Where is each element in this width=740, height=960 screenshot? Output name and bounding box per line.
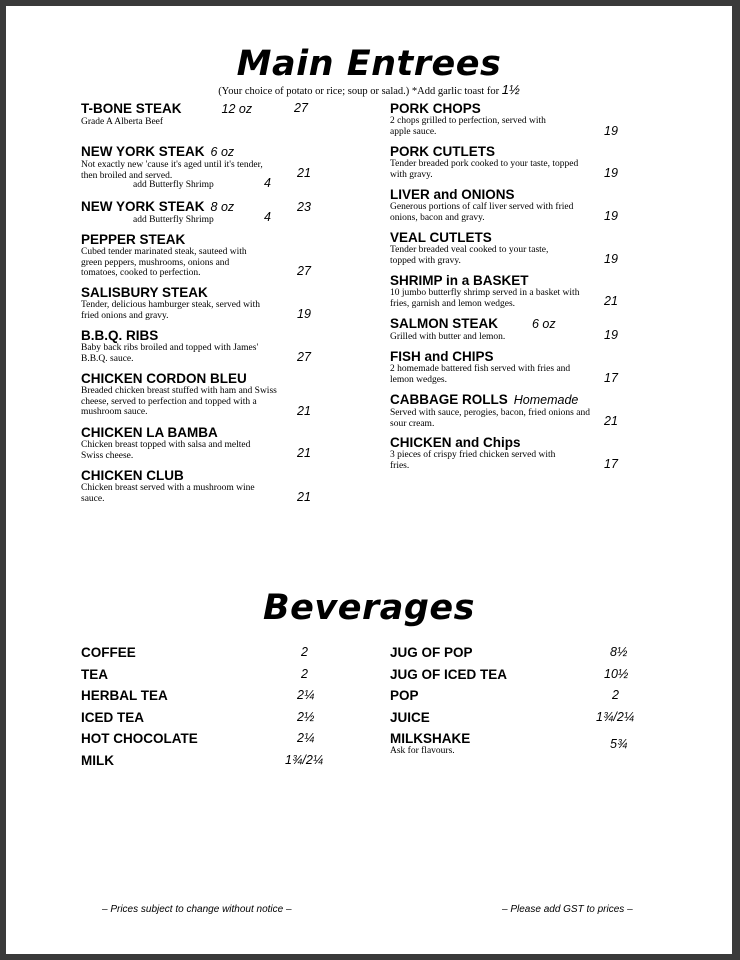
item-description: Cubed tender marinated steak, sauteed with green peppers, mushrooms, onions and tomatoes, cooked to perfection. — [81, 247, 247, 279]
menu-item — [390, 435, 630, 478]
item-name: PORK CUTLETS — [390, 144, 496, 159]
beverages-title: Beverages — [263, 588, 475, 628]
item-price: 19 — [604, 209, 618, 223]
item-price: 19 — [604, 124, 618, 138]
menu-item — [81, 144, 326, 199]
footer-price-notice: – Prices subject to change without notice – — [102, 904, 292, 915]
beverage-name: JUICE — [390, 709, 430, 725]
item-name: CABBAGE ROLLS — [390, 392, 508, 407]
beverage-row — [390, 731, 650, 759]
menu-item — [390, 349, 630, 392]
item-description: Chicken breast served with a mushroom wine sauce. — [81, 483, 255, 504]
item-price: 27 — [297, 264, 311, 278]
item-addon: add Butterfly Shrimp — [133, 215, 214, 225]
item-size: 8 oz — [210, 200, 235, 214]
beverage-row — [390, 645, 650, 667]
item-price: 27 — [297, 350, 311, 364]
item-description: 10 jumbo butterfly shrimp served in a basket with fries, garnish and lemon wedges. — [390, 288, 580, 309]
beverage-row — [390, 688, 650, 710]
addon-price: 4 — [264, 210, 271, 224]
item-price: 21 — [604, 414, 618, 428]
menu-item — [81, 328, 326, 371]
beverage-name: ICED TEA — [81, 709, 145, 725]
item-size: Homemade — [513, 393, 579, 407]
garlic-toast-price: 1½ — [501, 82, 520, 97]
entrees-subtitle — [6, 82, 732, 97]
beverage-price: 1¾/2¼ — [596, 709, 635, 724]
beverage-name: TEA — [81, 666, 108, 682]
addon-price: 4 — [264, 176, 271, 190]
menu-item — [390, 144, 630, 187]
item-price: 23 — [297, 200, 311, 214]
item-name: CHICKEN CLUB — [81, 468, 184, 483]
item-description: Generous portions of calf liver served with fried onions, bacon and gravy. — [390, 202, 574, 223]
menu-item — [390, 187, 630, 230]
item-price: 21 — [604, 294, 618, 308]
item-addon: add Butterfly Shrimp — [133, 180, 214, 190]
item-price: 21 — [297, 404, 311, 418]
item-description: Tender breaded pork cooked to your taste, topped with gravy. — [390, 159, 579, 180]
menu-item — [81, 101, 326, 144]
beverage-price: 2¼ — [297, 731, 315, 745]
menu-item — [390, 273, 630, 316]
item-description: Baby back ribs broiled and topped with James' B.B.Q. sauce. — [81, 343, 259, 364]
menu-page — [6, 6, 732, 954]
item-name: SALISBURY STEAK — [81, 285, 208, 300]
menu-item — [81, 371, 326, 425]
item-size: 6 oz — [210, 145, 235, 159]
beverage-row — [81, 731, 341, 753]
menu-item — [390, 101, 630, 144]
item-price: 19 — [604, 166, 618, 180]
item-description: 2 chops grilled to perfection, served with apple sauce. — [390, 116, 546, 137]
menu-item — [81, 199, 326, 232]
item-description: Grade A Alberta Beef — [81, 117, 164, 127]
beverage-row — [390, 667, 650, 689]
right-entrees-column — [390, 101, 630, 478]
beverage-name: HERBAL TEA — [81, 688, 168, 703]
item-description: 3 pieces of crispy fried chicken served with fries. — [390, 450, 556, 471]
item-name: CHICKEN and Chips — [390, 435, 521, 450]
item-name: NEW YORK STEAK — [81, 144, 205, 159]
beverage-name: COFFEE — [81, 645, 136, 660]
beverage-name: POP — [390, 688, 419, 703]
item-description: Grilled with butter and lemon. — [390, 332, 506, 342]
left-entrees-column — [81, 101, 326, 511]
item-size: 12 oz — [221, 102, 253, 116]
beverage-name: JUG OF POP — [390, 645, 473, 660]
beverage-price: 1¾/2¼ — [285, 752, 324, 767]
item-name: SHRIMP in a BASKET — [390, 273, 529, 288]
beverage-name: MILKSHAKE — [390, 731, 471, 746]
item-price: 17 — [604, 457, 618, 471]
item-description: Chicken breast topped with salsa and melted Swiss cheese. — [81, 440, 251, 461]
footer-gst-notice: – Please add GST to prices – — [502, 904, 633, 915]
right-beverages-column — [390, 645, 650, 759]
beverage-name: JUG OF ICED TEA — [390, 666, 508, 682]
item-name: VEAL CUTLETS — [390, 230, 492, 245]
menu-item — [390, 230, 630, 273]
left-beverages-column — [81, 645, 341, 774]
beverage-row — [81, 710, 341, 732]
item-description: Served with sauce, perogies, bacon, fried onions and sour cream. — [390, 408, 590, 429]
item-description: Not exactly new 'cause it's aged until it's tender, then broiled and served. — [81, 160, 263, 181]
item-price: 21 — [297, 446, 311, 460]
beverage-price: 2½ — [297, 709, 315, 724]
beverage-price: 2¼ — [297, 688, 315, 702]
item-name: NEW YORK STEAK — [81, 199, 205, 214]
beverage-name: HOT CHOCOLATE — [81, 731, 198, 746]
item-name: CHICKEN LA BAMBA — [81, 425, 218, 440]
beverage-row — [81, 753, 341, 775]
item-name: CHICKEN CORDON BLEU — [81, 371, 247, 386]
item-price: 27 — [294, 101, 308, 115]
item-description: Tender breaded veal cooked to your taste, topped with gravy. — [390, 245, 549, 266]
item-price: 17 — [604, 371, 618, 385]
subtitle-text: (Your choice of potato or rice; soup or salad.) *Add garlic toast for — [218, 86, 500, 97]
beverage-price: 2 — [612, 688, 619, 702]
item-description: Breaded chicken breast stuffed with ham and Swiss cheese, served to perfection and topped with a mushroom sauce. — [81, 386, 277, 418]
menu-item — [390, 316, 630, 349]
menu-item — [81, 232, 326, 285]
item-name: B.B.Q. RIBS — [81, 328, 159, 343]
menu-item — [81, 285, 326, 328]
item-price: 19 — [297, 307, 311, 321]
beverage-row — [81, 645, 341, 667]
beverage-price: 2 — [301, 666, 308, 681]
beverage-row — [81, 667, 341, 689]
item-price: 21 — [297, 490, 311, 504]
item-name: LIVER and ONIONS — [390, 187, 515, 202]
beverage-price: 10½ — [604, 666, 629, 681]
item-size: 6 oz — [532, 317, 556, 331]
item-name: FISH and CHIPS — [390, 349, 494, 364]
item-price: 21 — [297, 166, 311, 180]
beverage-row — [390, 710, 650, 732]
item-name: SALMON STEAK — [390, 316, 498, 331]
item-description: 2 homemade battered fish served with fries and lemon wedges. — [390, 364, 571, 385]
item-price: 19 — [604, 252, 618, 266]
item-name: PORK CHOPS — [390, 101, 481, 116]
item-price: 19 — [604, 328, 618, 342]
main-entrees-title: Main Entrees — [236, 44, 502, 84]
item-name: T-BONE STEAK — [81, 101, 182, 116]
menu-item — [390, 392, 630, 435]
item-description: Tender, delicious hamburger steak, served with fried onions and gravy. — [81, 300, 260, 321]
beverage-name: MILK — [81, 752, 114, 768]
menu-item — [81, 425, 326, 468]
menu-item — [81, 468, 326, 511]
beverage-description: Ask for flavours. — [390, 746, 455, 756]
beverage-price: 2 — [301, 645, 308, 659]
beverage-price: 8½ — [610, 645, 628, 659]
beverage-row — [81, 688, 341, 710]
beverage-price: 5¾ — [610, 737, 628, 751]
item-name: PEPPER STEAK — [81, 232, 186, 247]
